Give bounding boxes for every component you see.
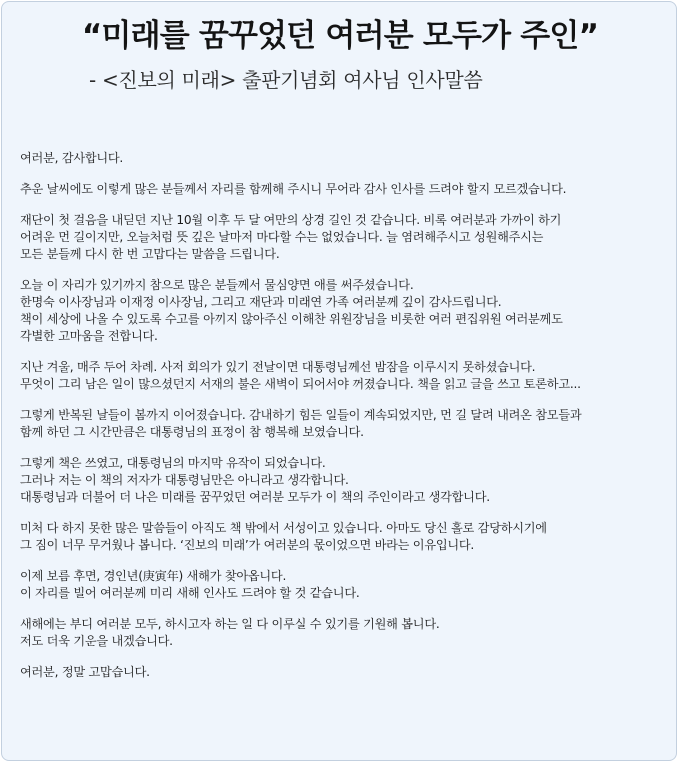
- text-line: 책이 세상에 나올 수 있도록 수고를 아끼지 않아주신 이해찬 위원장님을 비롯한 여러 편집위원 여러분께도: [20, 312, 563, 326]
- text-line: 그 짐이 너무 무거웠나 봅니다. ‘진보의 미래’가 여러분의 몫이었으면 바라는 이유입니다.: [20, 538, 475, 552]
- paragraph-closing: [20, 664, 665, 681]
- paragraph-thanks-weather: [20, 181, 665, 198]
- text-line: 이 자리를 빌어 여러분께 미리 새해 인사도 드려야 할 것 같습니다.: [20, 586, 360, 600]
- paragraph-the-book: [20, 455, 665, 506]
- text-line: 어려운 먼 길이지만, 오늘처럼 뜻 깊은 날마저 마다할 수는 없었습니다. 늘 염려해주시고 성원해주시는: [20, 230, 544, 244]
- paragraph-unfinished-words: [20, 520, 665, 554]
- text-line: 미처 다 하지 못한 많은 말씀들이 아직도 책 밖에서 서성이고 있습니다. 아마도 당신 홀로 감당하시기에: [20, 521, 547, 535]
- text-line: 그러나 저는 이 책의 저자가 대통령님만은 아니라고 생각합니다.: [20, 473, 349, 487]
- text-line: 지난 겨울, 매주 두어 차례. 사저 회의가 있기 전날이면 대통령님께선 밤잠을 이루시지 못하셨습니다.: [20, 360, 536, 374]
- text-line: 여러분, 감사합니다.: [20, 151, 124, 165]
- text-line: 그렇게 반복된 날들이 봄까지 이어졌습니다. 감내하기 힘든 일들이 계속되었지만, 먼 길 달려 내려온 참모들과: [20, 408, 582, 422]
- text-line: 그렇게 책은 쓰였고, 대통령님의 마지막 유작이 되었습니다.: [20, 456, 326, 470]
- paragraph-until-spring: [20, 407, 665, 441]
- text-line: 이제 보름 후면, 경인년(庚寅年) 새해가 찾아옵니다.: [20, 569, 287, 583]
- speech-body: [20, 150, 665, 695]
- text-line: 여러분, 정말 고맙습니다.: [20, 665, 150, 679]
- text-line: 추운 날씨에도 이렇게 많은 분들께서 자리를 함께해 주시니 무어라 감사 인사를 드려야 할지 모르겠습니다.: [20, 182, 567, 196]
- page-subtitle: - <진보의 미래> 출판기념회 여사님 인사말씀: [89, 68, 483, 92]
- text-line: 대통령님과 더불어 더 나은 미래를 꿈꾸었던 여러분 모두가 이 책의 주인이라고 생각합니다.: [20, 490, 490, 504]
- text-line: 한명숙 이사장님과 이재정 이사장님, 그리고 재단과 미래연 가족 여러분께 깊이 감사드립니다.: [20, 295, 502, 309]
- paragraph-acknowledgements: [20, 277, 665, 345]
- paragraph-wishes: [20, 616, 665, 650]
- text-line: 새해에는 부디 여러분 모두, 하시고자 하는 일 다 이루실 수 있기를 기원해 봅니다.: [20, 617, 440, 631]
- text-line: 함께 하던 그 시간만큼은 대통령님의 표정이 참 행복해 보였습니다.: [20, 425, 364, 439]
- text-line: 각별한 고마움을 전합니다.: [20, 329, 158, 343]
- text-line: 재단이 첫 걸음을 내딛던 지난 10월 이후 두 달 여만의 상경 길인 것 같습니다. 비록 여러분과 가까이 하기: [20, 213, 562, 227]
- text-line: 저도 더욱 기운을 내겠습니다.: [20, 634, 173, 648]
- paragraph-new-year: [20, 568, 665, 602]
- text-line: 오늘 이 자리가 있기까지 참으로 많은 분들께서 물심양면 애를 써주셨습니다.: [20, 278, 414, 292]
- paragraph-last-winter: [20, 359, 665, 393]
- page-title: “미래를 꿈꾸었던 여러분 모두가 주인”: [81, 18, 599, 54]
- text-line: 모든 분들께 다시 한 번 고맙다는 말씀을 드립니다.: [20, 247, 280, 261]
- text-line: 무엇이 그리 남은 일이 많으셨던지 서재의 불은 새벽이 되어서야 꺼졌습니다. 책을 읽고 글을 쓰고 토론하고...: [20, 377, 581, 391]
- paragraph-foundation: [20, 212, 665, 263]
- paragraph-greeting: [20, 150, 665, 167]
